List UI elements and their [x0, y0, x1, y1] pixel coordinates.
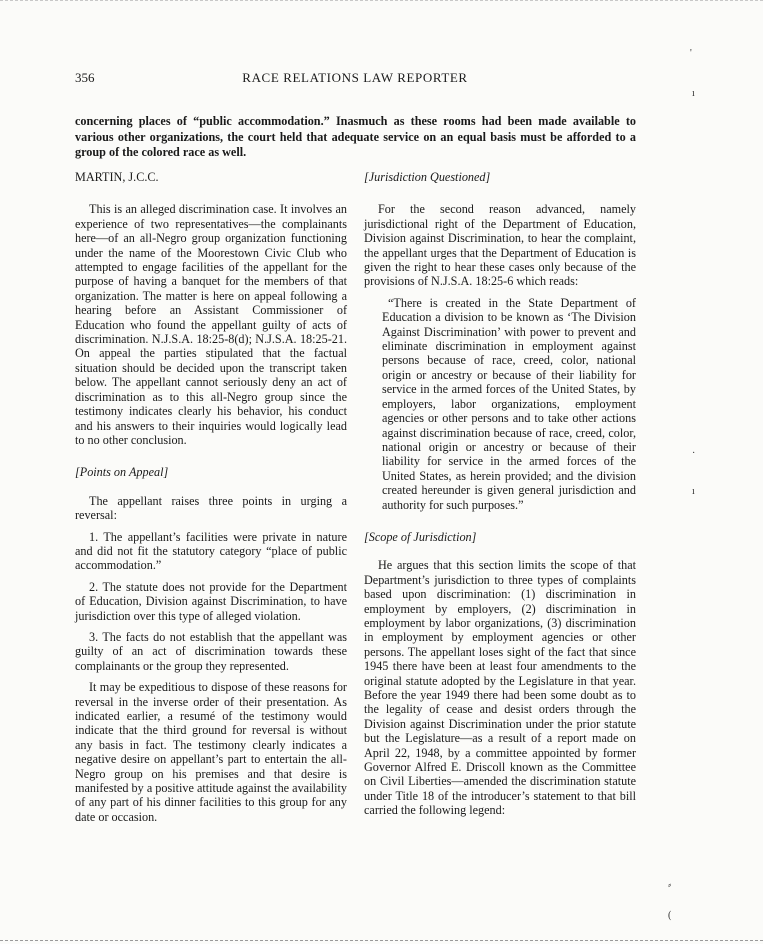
- judge-name: MARTIN, J.C.C.: [75, 170, 159, 184]
- scan-edge-top: [0, 0, 763, 3]
- scan-edge-bottom: [0, 938, 763, 941]
- scan-speck: ⸗: [668, 880, 672, 891]
- section-heading-scope-of-jurisdiction: [Scope of Jurisdiction]: [364, 529, 477, 544]
- appeal-point-1: 1. The appellant’s facilities were private in nature and did not fit the statutory category “place of public accommodation.”: [75, 529, 347, 573]
- right-column: [364, 170, 636, 825]
- section-heading-jurisdiction-questioned: [Jurisdiction Questioned]: [364, 170, 491, 184]
- scan-speck: ı: [692, 88, 695, 99]
- scan-speck: ': [690, 48, 692, 59]
- opinion-paragraph: For the second reason advanced, namely jurisdictional right of the Department of Education, Division against Discrimination, to hear the complaint, the appellant urges that the Department of Education is given the right to hear these cases only because of the provisions of N.J.S.A. 18:25-6 which reads:: [364, 202, 636, 289]
- scan-speck: ·: [692, 448, 696, 459]
- case-summary: concerning places of “public accommodation.” Inasmuch as these rooms had been made available to various other organizations, the court held that adequate service on an equal basis must be afforded to a group of the colored race as well.: [75, 114, 636, 159]
- left-column: [75, 170, 347, 831]
- page-header: [75, 70, 635, 90]
- statute-quote: “There is created in the State Department of Education a division to be known as ‘The Division Against Discrimination’ with power to prevent and eliminate discrimination in employment against persons because of race, creed, color, national origin or ancestry or because of their liability for service in the armed forces of the United States, by employers, labor organizations, employment agencies or other persons and to take other actions against discrimination because of race, creed, color, national origin or ancestry or because of their liability for service in the armed forces of the United States, as herein provided; and the division created hereunder is given general jurisdiction and authority for such purposes.”: [382, 295, 636, 512]
- scan-speck: (: [668, 910, 672, 921]
- opinion-paragraph: The appellant raises three points in urging a reversal:: [75, 493, 347, 523]
- appeal-point-3: 3. The facts do not establish that the appellant was guilty of an act of discrimination towards these complainants or the group they represented.: [75, 629, 347, 673]
- page-number: 356: [75, 70, 95, 85]
- section-heading-points-on-appeal: [Points on Appeal]: [75, 465, 169, 480]
- scan-speck: ı: [692, 486, 695, 497]
- opinion-paragraph: He argues that this section limits the scope of that Department’s jurisdiction to three types of complaints based upon discrimination: (1) discrimination in employment by employers, (2) discrimination in employment by labor organizations, (3) discrimination in employment by employment agencies or other persons. The appellant loses sight of the fact that since 1945 there have been at least four amendments to the original statute adopted by the Legislature in that year. Before the year 1949 there had been some doubt as to the legality of cease and desist orders through the Division against Discrimination under the prior statute but the Legislature—as a result of a report made on April 22, 1948, by a committee appointed by former Governor Alfred E. Driscoll known as the Committee on Civil Liberties—amended the discrimination statute under Title 18 of the introducer’s statement to that bill carried the following legend:: [364, 558, 636, 818]
- appeal-point-2: 2. The statute does not provide for the Department of Education, Division against Discrimination, to have jurisdiction over this type of alleged violation.: [75, 579, 347, 623]
- opinion-paragraph: This is an alleged discrimination case. It involves an experience of two representatives—the complainants here—of an all-Negro group organization functioning under the name of the Moorestown Civic Club who attempted to engage facilities of the appellant for the purpose of having a banquet for the members of that organization. The matter is here on appeal following a hearing before an Assistant Commissioner of Education who found the appellant guilty of acts of discrimination. N.J.S.A. 18:25-8(d); N.J.S.A. 18:25-21. On appeal the parties stipulated that the factual situation should be decided upon the transcript taken below. The appellant cannot seriously deny an act of discrimination as to this all-Negro group since the testimony indicates clearly his behavior, his conduct and his answers to their inquiries would logically lead to no other conclusion.: [75, 202, 347, 447]
- running-title: RACE RELATIONS LAW REPORTER: [242, 70, 468, 85]
- opinion-paragraph: It may be expeditious to dispose of these reasons for reversal in the inverse order of their presentation. As indicated earlier, a resumé of the testimony would indicate that the third ground for reversal is without any basis in fact. The testimony clearly indicates a negative desire on appellant’s part to entertain the all-Negro group on his premises and that desire is manifested by a positive attitude against the availability of any part of his dinner facilities to this group for any date or occasion.: [75, 680, 347, 824]
